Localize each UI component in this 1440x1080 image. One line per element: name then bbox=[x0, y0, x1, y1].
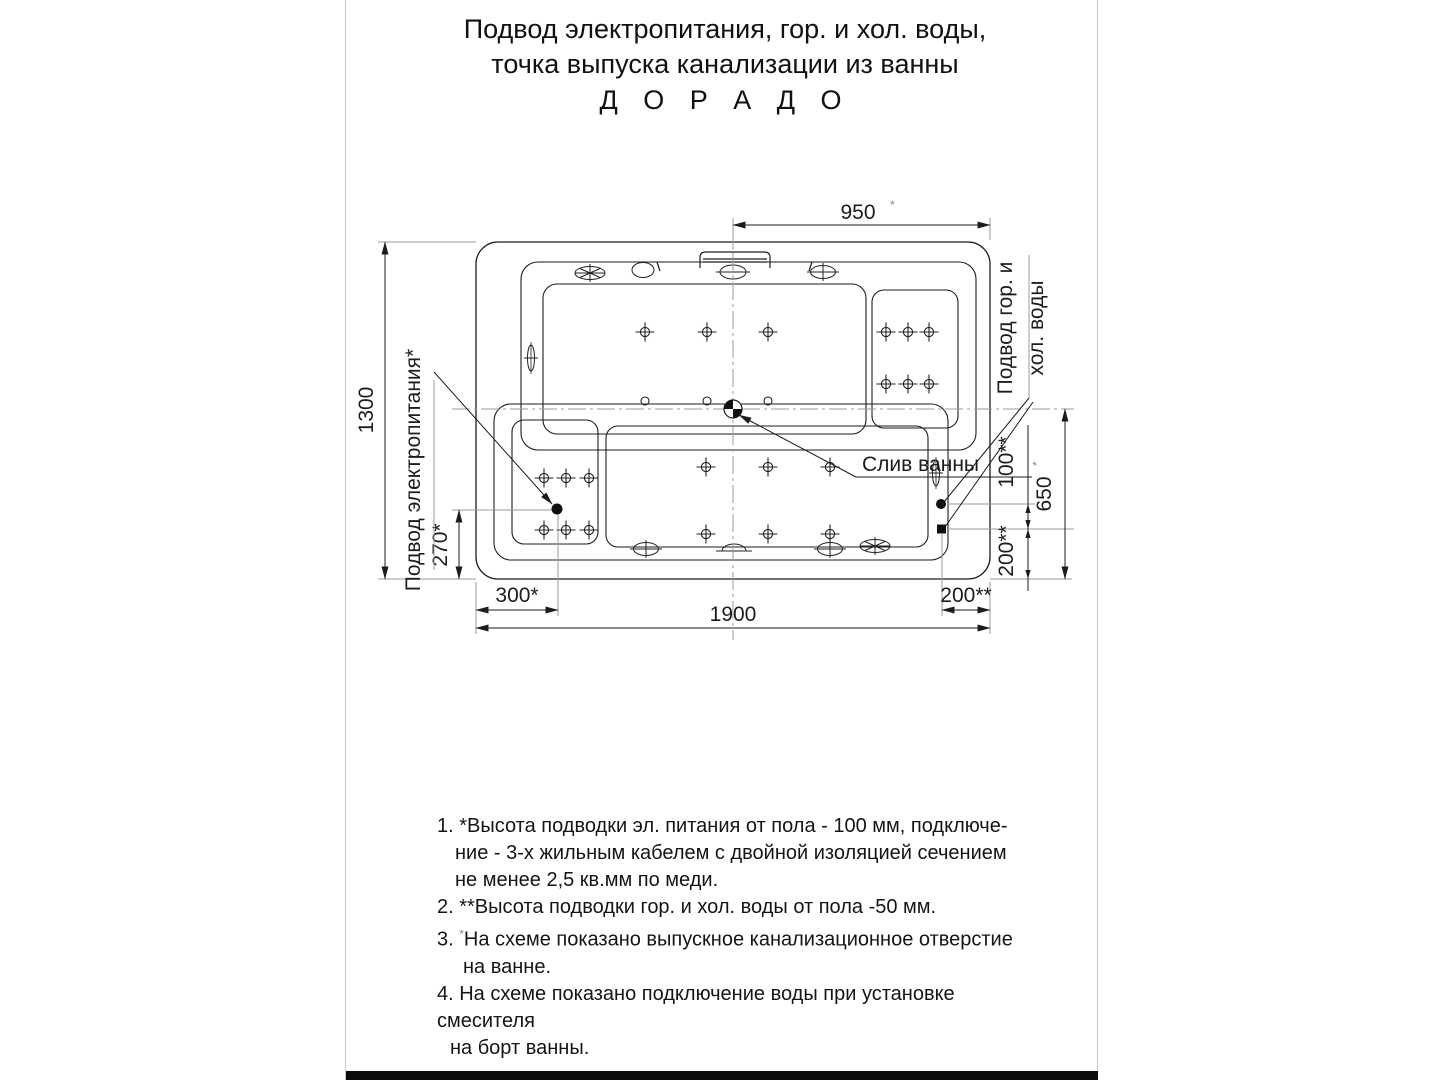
note-3-line-2: на ванне. bbox=[463, 955, 552, 978]
notes-block bbox=[437, 813, 1057, 1062]
hydromassage-jets bbox=[535, 323, 939, 544]
dimension-1900 bbox=[476, 603, 990, 628]
dim-100-label: 100** bbox=[995, 436, 1018, 488]
note-1-line-1: 1. *Высота подводки эл. питания от пола - 100 мм, подключе- bbox=[437, 815, 1008, 837]
water-label-line-2: хол. воды bbox=[1025, 280, 1048, 376]
lower-basin-inner bbox=[606, 426, 928, 547]
dimension-650 bbox=[1030, 409, 1065, 579]
rim-jet-top bbox=[807, 263, 839, 281]
dim-650-label: 650 bbox=[1033, 476, 1056, 512]
title-model-name: Д О Р А Д О bbox=[599, 85, 851, 115]
dim-200-bottom-label: 200** bbox=[940, 584, 992, 607]
water-callout bbox=[936, 255, 1048, 534]
drain-label: Слив ванны bbox=[862, 453, 980, 476]
rim-oval bbox=[632, 263, 654, 278]
water-connection-point-2 bbox=[937, 525, 946, 534]
power-connection-point bbox=[552, 504, 563, 515]
power-callout bbox=[402, 349, 563, 591]
dimension-water-chain bbox=[995, 425, 1031, 591]
dim-650-footnote-mark: * bbox=[1030, 461, 1044, 466]
title-line-2: точка выпуска канализации из ванны bbox=[491, 49, 959, 79]
note-3-footnote-mark: * bbox=[459, 927, 464, 941]
dim-950-label: 950 bbox=[840, 201, 876, 224]
note-2: 2. **Высота подводки гор. и хол. воды от пола -50 мм. bbox=[437, 896, 937, 918]
dimension-200-bottom bbox=[940, 584, 991, 610]
dimension-1300 bbox=[355, 242, 385, 579]
rim-rosette-top bbox=[575, 264, 605, 282]
dim-1900-label: 1900 bbox=[709, 603, 757, 626]
drain-callout bbox=[724, 400, 1032, 477]
water-connection-point-1 bbox=[936, 499, 946, 509]
upper-basin-inner bbox=[543, 284, 866, 434]
note-1-line-2: ние - 3-х жильным кабелем с двойной изоляцией сечением bbox=[455, 842, 1007, 864]
dim-300-label: 300* bbox=[495, 584, 539, 607]
note-4-line-2: на борт ванны. bbox=[450, 1036, 590, 1059]
dim-950-footnote-mark: * bbox=[890, 198, 895, 212]
dim-1300-label: 1300 bbox=[355, 386, 378, 434]
lower-seat-inner bbox=[512, 420, 598, 544]
note-4-line-1: 4. На схеме показано подключение воды при установке смесителя bbox=[437, 982, 955, 1032]
dimension-950 bbox=[733, 198, 990, 225]
upper-seat-inner bbox=[872, 290, 958, 428]
title-line-1: Подвод электропитания, гор. и хол. воды, bbox=[463, 14, 987, 44]
dim-200-right-label: 200** bbox=[995, 525, 1018, 577]
dim-270-label: 270* bbox=[429, 523, 452, 567]
rim-slot-left bbox=[524, 342, 538, 374]
rim-jet-bottom-left bbox=[630, 540, 662, 558]
centerlines bbox=[452, 253, 1074, 640]
power-label: Подвод электропитания* bbox=[402, 348, 425, 592]
rim-rosette-bottom bbox=[860, 537, 890, 555]
note-1-line-3: не менее 2,5 кв.мм по меди. bbox=[455, 869, 719, 891]
dimension-300 bbox=[476, 584, 558, 610]
note-3-line-1: 3. *На схеме показано выпускное канализационное отверстие bbox=[437, 927, 1013, 951]
water-label-line-1: Подвод гор. и bbox=[994, 261, 1017, 395]
